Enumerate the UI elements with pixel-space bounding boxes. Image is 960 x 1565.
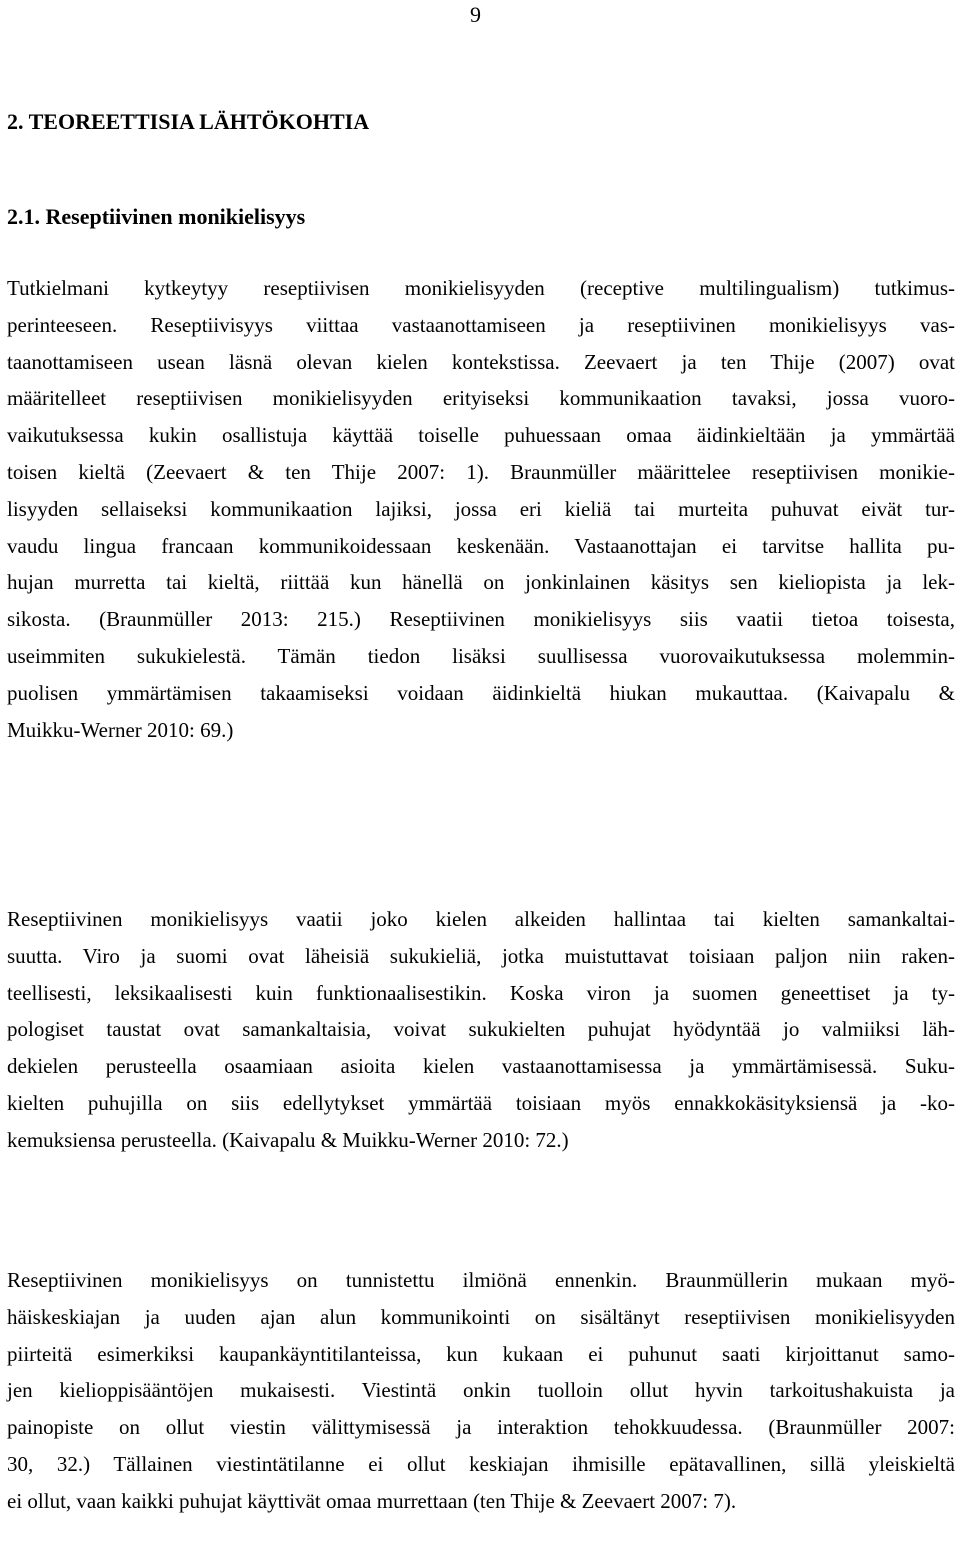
paragraph-1: [7, 270, 955, 748]
page-number: 9: [470, 2, 481, 27]
text-line: Muikku-Werner 2010: 69.): [7, 717, 234, 742]
text-line: kemuksiensa perusteella. (Kaivapalu & Muikku-Werner 2010: 72.): [7, 1127, 569, 1152]
text-line: kielten puhujilla on siis edellytykset ymmärtää toisiaan myös ennakkokäsityksiensä ja -ko-: [7, 1090, 955, 1115]
text-line: useimmiten sukukielestä. Tämän tiedon lisäksi suullisessa vuorovaikutuksessa molemmin-: [7, 643, 955, 668]
text-line: dekielen perusteella osaamiaan asioita kielen vastaanottamisessa ja ymmärtämisessä. Suku-: [7, 1054, 955, 1079]
text-line: lisyyden sellaiseksi kommunikaation lajiksi, jossa eri kieliä tai murteita puhuvat eivät tur-: [7, 496, 955, 521]
text-line: Reseptiivinen monikielisyys on tunnistettu ilmiönä ennenkin. Braunmüllerin mukaan myö-: [7, 1268, 955, 1292]
text-line: teellisesti, leksikaalisesti kuin funktionaalisestikin. Koska viron ja suomen geneettiset ja ty-: [7, 980, 955, 1005]
text-line: painopiste on ollut viestin välittymisessä ja interaktion tehokkuudessa. (Braunmüller 2007:: [7, 1415, 955, 1440]
text-line: taanottamiseen usean läsnä olevan kielen kontekstissa. Zeevaert ja ten Thije (2007) ovat: [7, 349, 955, 374]
text-line: 30, 32.) Tällainen viestintätilanne ei ollut keskiajan ihmisille epätavallinen, sillä yleiskieltä: [7, 1451, 955, 1476]
paragraph-3: [7, 1262, 955, 1520]
text-line: vaikutuksessa kukin osallistuja käyttää toiselle puhuessaan omaa äidinkieltään ja ymmärtää: [7, 423, 955, 448]
text-line: ei ollut, vaan kaikki puhujat käyttivät omaa murrettaan (ten Thije & Zeevaert 2007: 7).: [7, 1488, 737, 1513]
text-line: määritelleet reseptiivisen monikielisyyden erityiseksi kommunikaation tavaksi, jossa vuoro-: [7, 386, 955, 411]
section-heading: 2.1. Reseptiivinen monikielisyys: [7, 204, 306, 229]
text-line: puolisen ymmärtämisen takaamiseksi voidaan äidinkieltä hiukan mukauttaa. (Kaivapalu &: [7, 680, 955, 705]
paragraph-2: [7, 901, 955, 1159]
text-line: hujan murretta tai kieltä, riittää kun hänellä on jonkinlainen käsitys sen kieliopista ja lek-: [7, 570, 955, 595]
text-line: pologiset taustat ovat samankaltaisia, voivat sukukielten puhujat hyödyntää jo valmiiksi läh-: [7, 1017, 955, 1042]
text-line: piirteitä esimerkiksi kaupankäyntitilanteissa, kun kukaan ei puhunut saati kirjoittanut samo-: [7, 1341, 955, 1366]
text-line: toisen kieltä (Zeevaert & ten Thije 2007: 1). Braunmüller määrittelee reseptiivisen monikie-: [7, 459, 955, 484]
text-line: häiskeskiajan ja uuden ajan alun kommunikointi on sisältänyt reseptiivisen monikielisyyden: [7, 1304, 955, 1329]
text-line: sikosta. (Braunmüller 2013: 215.) Reseptiivinen monikielisyys siis vaatii tietoa toisesta,: [7, 607, 955, 632]
text-line: Reseptiivinen monikielisyys vaatii joko kielen alkeiden hallintaa tai kielten samankaltai-: [7, 907, 955, 931]
text-line: perinteeseen. Reseptiivisyys viittaa vastaanottamiseen ja reseptiivinen monikielisyys vas-: [7, 312, 955, 337]
text-line: Tutkielmani kytkeytyy reseptiivisen monikielisyyden (receptive multilingualism) tutkimus-: [7, 276, 955, 300]
chapter-heading: 2. TEOREETTISIA LÄHTÖKOHTIA: [7, 109, 370, 134]
text-line: vaudu lingua francaan kommunikoidessaan keskenään. Vastaanottajan ei tarvitse hallita pu-: [7, 533, 955, 558]
text-line: suutta. Viro ja suomi ovat läheisiä sukukieliä, jotka muistuttavat toisiaan paljon niin raken-: [7, 943, 955, 968]
text-line: jen kielioppisääntöjen mukaisesti. Viestintä onkin tuolloin ollut hyvin tarkoitushakuista ja: [7, 1378, 955, 1403]
